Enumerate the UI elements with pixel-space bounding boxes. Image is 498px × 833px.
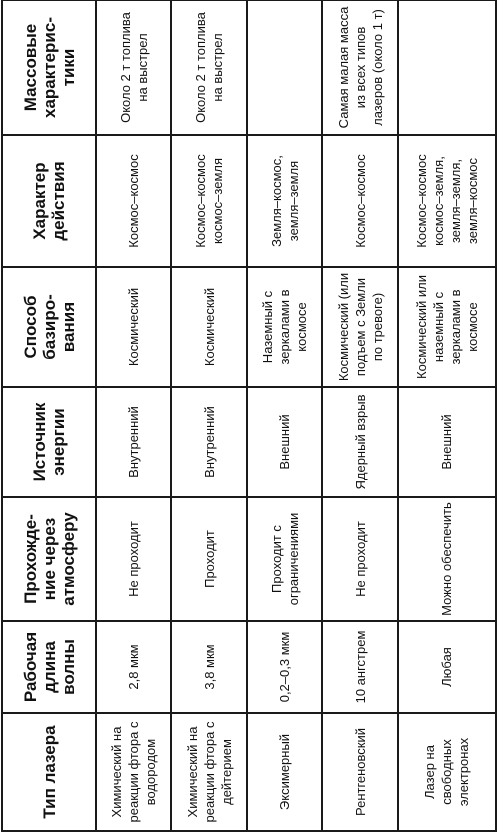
header-basing: Способ базиро-вания <box>2 267 96 387</box>
cell-atmosphere: Не проходит <box>322 497 397 621</box>
cell-action: Космос–космос <box>96 135 171 267</box>
cell-wavelength: 3,8 мкм <box>171 621 246 713</box>
cell-atmosphere: Не проходит <box>96 497 171 621</box>
header-mass: Массовые характерис-тики <box>2 0 96 135</box>
cell-atmosphere: Проходит с ограничениями <box>247 497 322 621</box>
cell-atmosphere: Можно обеспечить <box>398 497 496 621</box>
cell-energy: Ядерный взрыв <box>322 387 397 497</box>
cell-energy: Внешний <box>398 387 496 497</box>
cell-energy: Внутренний <box>171 387 246 497</box>
cell-basing: Космический или наземный с зеркалами в космосе <box>398 267 496 387</box>
cell-energy: Внешний <box>247 387 322 497</box>
cell-type: Химический на реакции фтора с водородом <box>96 713 171 831</box>
cell-action: Космос–космос <box>322 135 397 267</box>
cell-mass: Около 2 т топлива на выстрел <box>96 0 171 135</box>
cell-mass: Около 2 т топлива на выстрел <box>171 0 246 135</box>
cell-action: Космос–космос космос–земля, земля–земля, земля–космос <box>398 135 496 267</box>
cell-mass: Самая малая масса из всех типов лазеров (около 1 т) <box>322 0 397 135</box>
laser-types-table <box>1 0 497 832</box>
cell-basing: Космический <box>96 267 171 387</box>
cell-energy: Внутренний <box>96 387 171 497</box>
header-action: Характер действия <box>2 135 96 267</box>
table-row <box>96 0 171 831</box>
cell-basing: Космический (или подъем с Земли по тревоге) <box>322 267 397 387</box>
table-row <box>398 0 496 831</box>
cell-wavelength: 10 ангстрем <box>322 621 397 713</box>
cell-wavelength: Любая <box>398 621 496 713</box>
table-row <box>322 0 397 831</box>
cell-type: Химический на реакции фтора с дейтерием <box>171 713 246 831</box>
cell-mass <box>247 0 322 135</box>
cell-wavelength: 2,8 мкм <box>96 621 171 713</box>
header-atmosphere: Прохожде-ние через атмосферу <box>2 497 96 621</box>
cell-wavelength: 0,2–0,3 мкм <box>247 621 322 713</box>
table-row <box>171 0 246 831</box>
header-row <box>2 0 96 831</box>
cell-type: Рентгеновский <box>322 713 397 831</box>
header-type: Тип лазера <box>2 713 96 831</box>
table-row <box>247 0 322 831</box>
cell-type: Эксимерный <box>247 713 322 831</box>
header-wavelength: Рабочая длина волны <box>2 621 96 713</box>
cell-basing: Космический <box>171 267 246 387</box>
cell-type: Лазер на свободных электронах <box>398 713 496 831</box>
cell-action: Земля–космос, земля–земля <box>247 135 322 267</box>
cell-mass <box>398 0 496 135</box>
header-energy: Источник энергии <box>2 387 96 497</box>
cell-basing: Наземный с зеркалами в космосе <box>247 267 322 387</box>
cell-action: Космос–космос космос–земля <box>171 135 246 267</box>
cell-atmosphere: Проходит <box>171 497 246 621</box>
